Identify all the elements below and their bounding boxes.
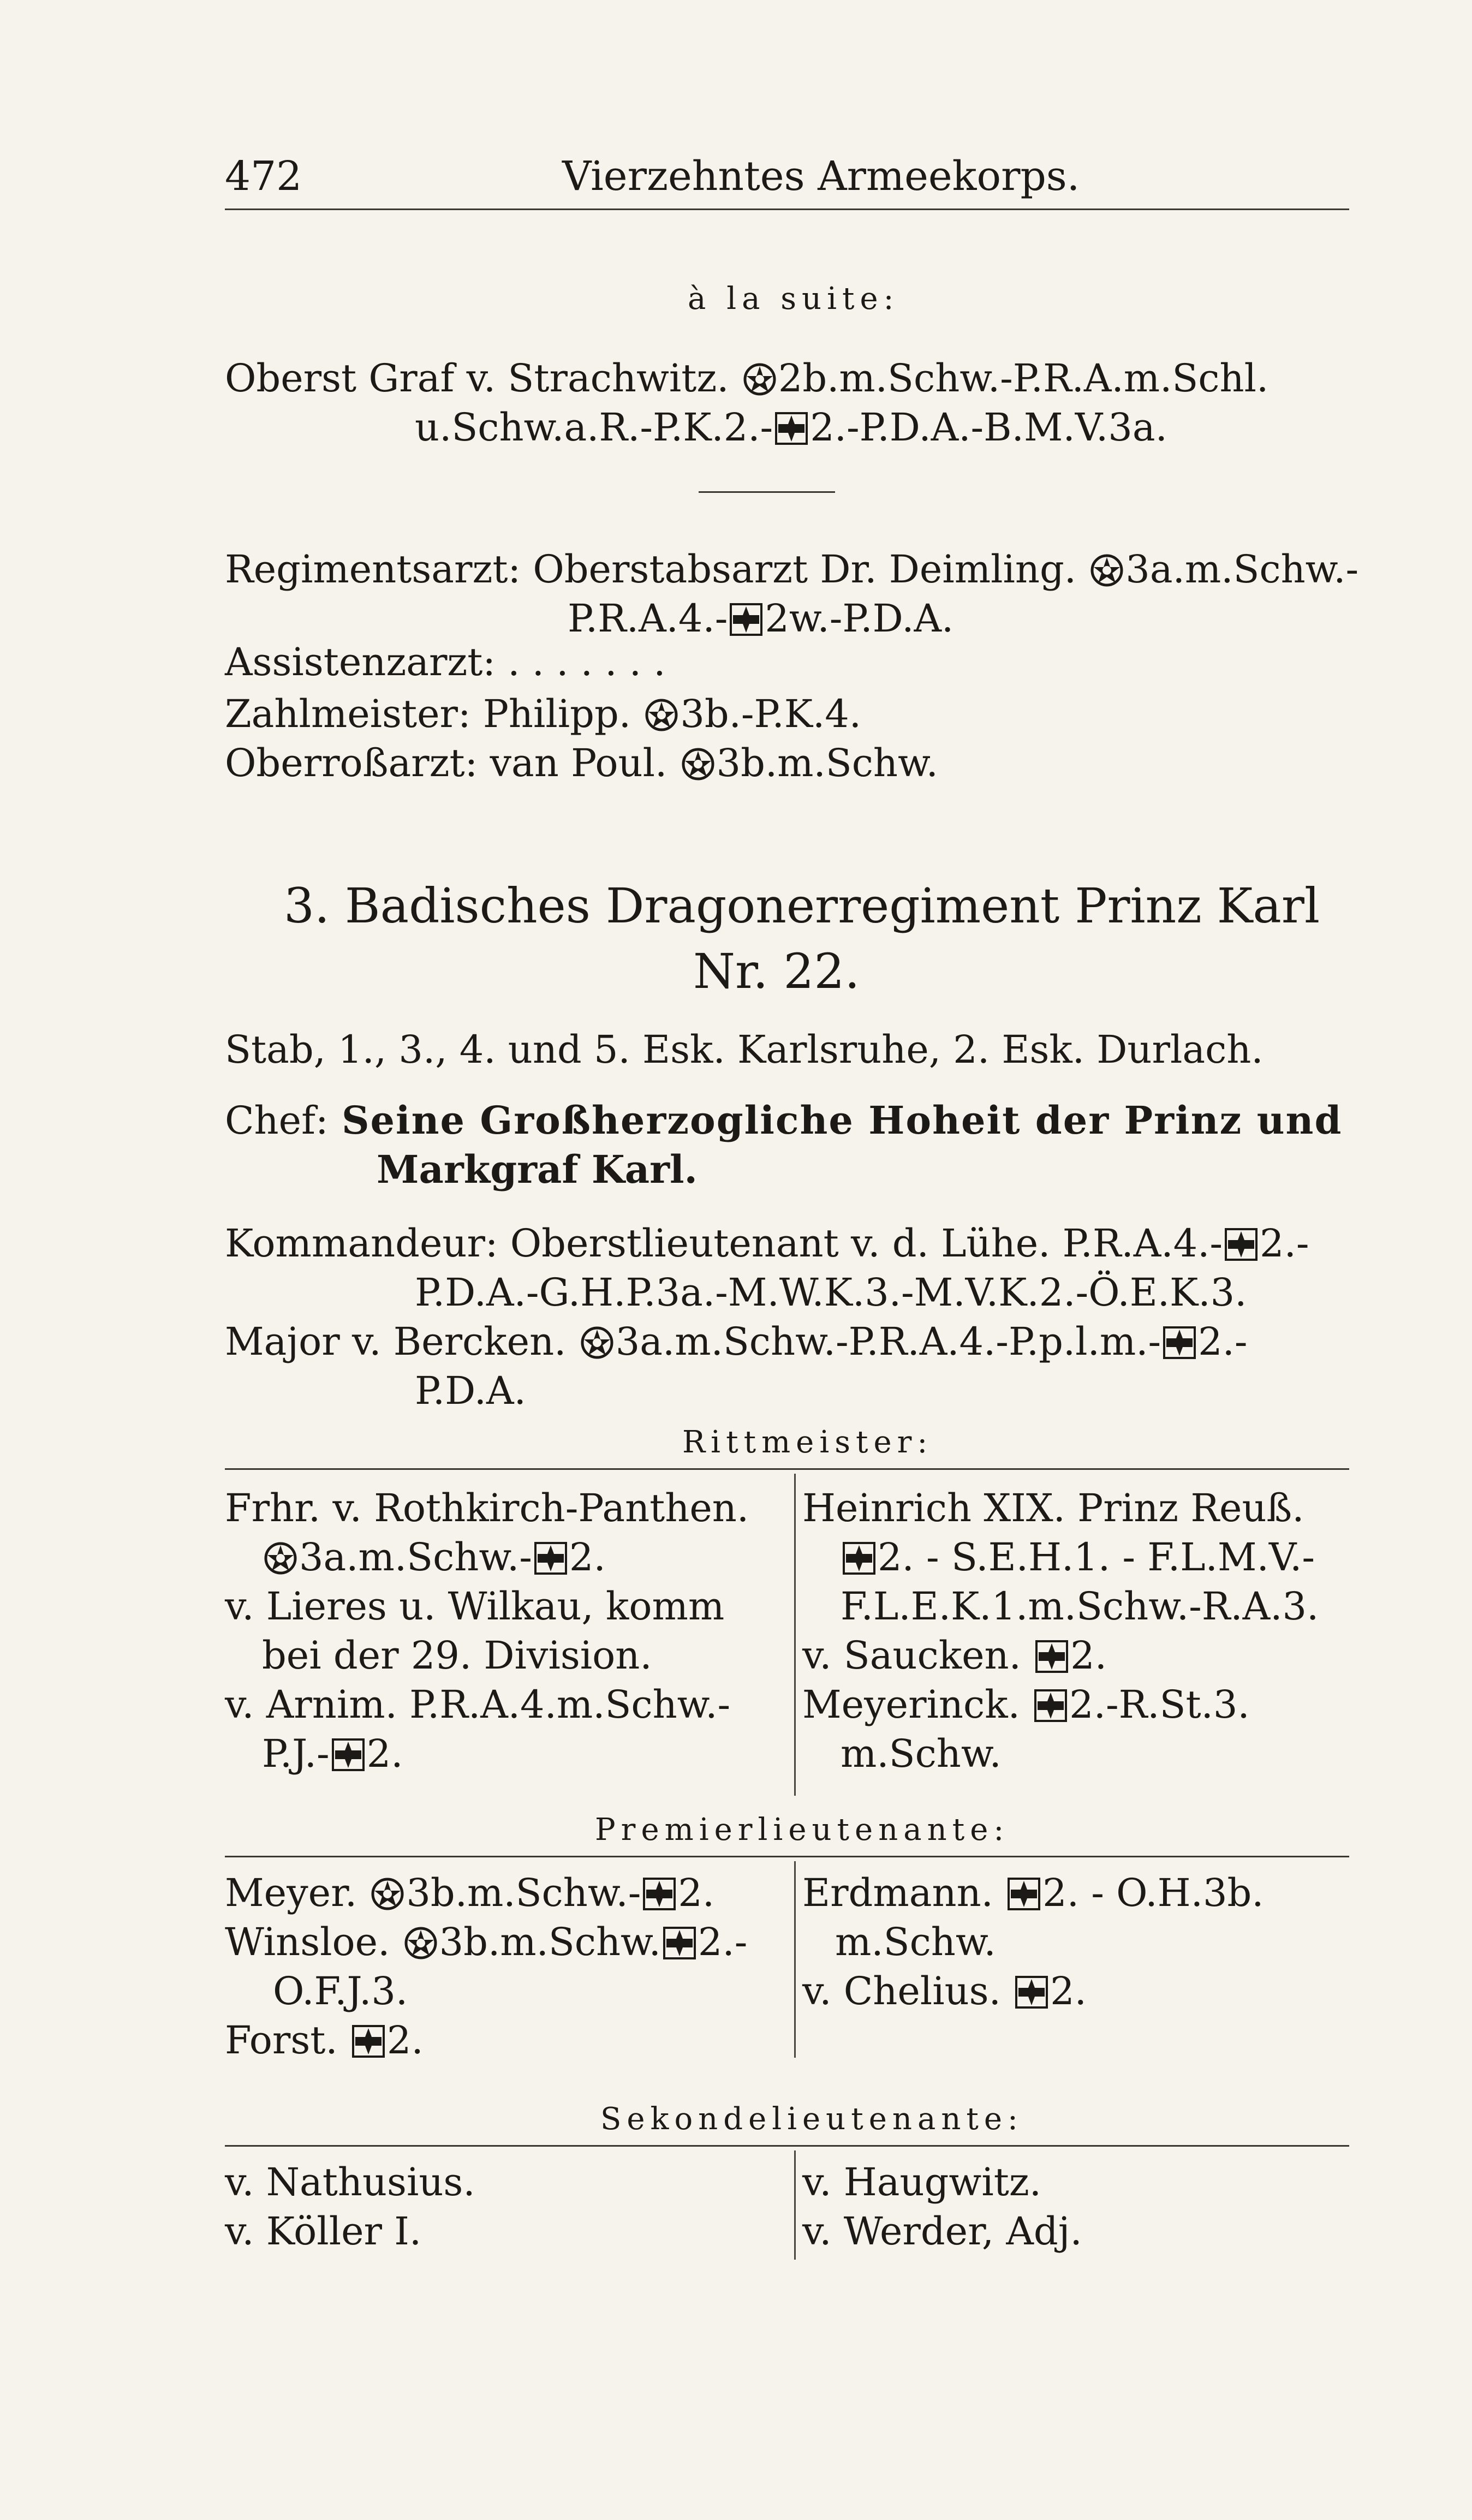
premier-right-3-decor: 2.	[1050, 1969, 1087, 2013]
rittmeister-heading: Rittmeister:	[682, 1425, 933, 1460]
rittmeister-right-2	[841, 1534, 1315, 1581]
oberrossarzt-line	[225, 740, 938, 787]
regimentsarzt-line	[225, 546, 1358, 593]
assistenzarzt-value: . . . . . . .	[508, 640, 666, 684]
running-title: Vierzehntes Armeekorps.	[562, 153, 1080, 200]
premier-left-2-name: Winsloe.	[225, 1920, 390, 1964]
rittmeister-right-5-name: Meyerinck.	[802, 1682, 1020, 1727]
sekonde-column-divider	[794, 2150, 796, 2260]
rittmeister-right-3: F.L.E.K.1.m.Schw.-R.A.3.	[841, 1584, 1319, 1629]
order-star-icon	[404, 1927, 437, 1959]
zahlmeister-decor: 3b.-P.K.4.	[680, 692, 862, 736]
rittmeister-right-6: m.Schw.	[841, 1731, 1002, 1776]
rittmeister-left-2-decor-a: 3a.m.Schw.-	[299, 1535, 532, 1580]
major-name: Major v. Bercken.	[225, 1319, 567, 1364]
premier-rule	[225, 1856, 1349, 1857]
rittmeister-rule	[225, 1468, 1349, 1470]
premier-right-1-name: Erdmann.	[802, 1870, 993, 1915]
zahlmeister-name: Philipp.	[482, 692, 631, 736]
sekonde-left-2: v. Köller I.	[225, 2209, 422, 2254]
regimentsarzt-line-2	[568, 595, 953, 642]
suite-decor-a: u.Schw.a.R.-P.K.2.-	[415, 405, 773, 450]
header-rule	[225, 208, 1349, 210]
garrison-line: Stab, 1., 3., 4. und 5. Esk. Karlsruhe, 2. Esk. Durlach.	[225, 1027, 1264, 1072]
kommandeur-line	[225, 1220, 1309, 1267]
rittmeister-left-4: bei der 29. Division.	[262, 1633, 652, 1678]
premier-left-1	[225, 1869, 714, 1916]
premier-left-2-decor-b: 2.-	[698, 1920, 748, 1964]
sekonde-rule	[225, 2145, 1349, 2147]
sekonde-left-1: v. Nathusius.	[225, 2160, 475, 2205]
kommandeur-decor-b: 2.-	[1260, 1221, 1309, 1266]
premier-left-1-decor-b: 2.	[678, 1870, 715, 1915]
rittmeister-right-2-decor: 2. - S.E.H.1. - F.L.M.V.-	[878, 1535, 1315, 1580]
iron-cross-icon	[730, 603, 762, 636]
suite-decor: 2b.m.Schw.-P.R.A.m.Schl.	[778, 356, 1269, 401]
oberrossarzt-name: van Poul.	[490, 741, 668, 785]
regimentsarzt-decor2a: P.R.A.4.-	[568, 596, 728, 641]
major-decor-a: 3a.m.Schw.-P.R.A.4.-P.p.l.m.-	[615, 1319, 1161, 1364]
suite-name: Oberst Graf v. Strachwitz.	[225, 356, 729, 401]
premier-left-4-decor: 2.	[386, 2018, 424, 2063]
premier-right-1	[802, 1869, 1264, 1916]
iron-cross-icon	[1225, 1228, 1258, 1261]
premier-left-2-decor-a: 3b.m.Schw.	[439, 1920, 661, 1964]
chef-line	[225, 1097, 1342, 1144]
premier-right-2: m.Schw.	[835, 1920, 996, 1964]
order-star-icon	[1090, 554, 1123, 587]
major-decor-2: P.D.A.	[415, 1368, 526, 1413]
rittmeister-left-5: v. Arnim. P.R.A.4.m.Schw.-	[225, 1682, 731, 1727]
suite-heading: à la suite:	[688, 281, 899, 317]
regimentsarzt-decor2b: 2w.-P.D.A.	[765, 596, 954, 641]
rittmeister-left-3: v. Lieres u. Wilkau, komm	[225, 1584, 725, 1629]
iron-cross-icon	[332, 1738, 365, 1771]
premier-right-1-decor: 2. - O.H.3b.	[1042, 1870, 1264, 1915]
premier-right-3	[802, 1968, 1087, 2015]
premier-left-1-name: Meyer.	[225, 1870, 357, 1915]
iron-cross-icon	[1008, 1878, 1040, 1910]
zahlmeister-label: Zahlmeister:	[225, 692, 471, 736]
premier-column-divider	[794, 1861, 796, 2058]
regiment-number: Nr. 22.	[693, 943, 860, 999]
premier-left-4-name: Forst.	[225, 2018, 338, 2063]
rittmeister-right-5-decor: 2.-R.St.3.	[1069, 1682, 1250, 1727]
iron-cross-icon	[643, 1878, 676, 1910]
rittmeister-left-2	[262, 1534, 606, 1581]
major-decor-b: 2.-	[1198, 1319, 1248, 1364]
sekonde-heading: Sekondelieutenante:	[600, 2101, 1023, 2137]
order-star-icon	[645, 699, 678, 731]
assistenzarzt-label: Assistenzarzt:	[225, 640, 496, 684]
premier-heading: Premierlieutenante:	[595, 1812, 1010, 1848]
iron-cross-icon	[1015, 1976, 1048, 2009]
iron-cross-icon	[1163, 1326, 1196, 1359]
iron-cross-icon	[663, 1927, 696, 1959]
page-number: 472	[225, 153, 302, 200]
premier-left-3: O.F.J.3.	[273, 1969, 408, 2013]
premier-left-1-decor-a: 3b.m.Schw.-	[406, 1870, 641, 1915]
order-star-icon	[371, 1878, 404, 1910]
iron-cross-icon	[843, 1542, 875, 1575]
order-star-icon	[264, 1542, 297, 1575]
oberrossarzt-decor: 3b.m.Schw.	[716, 741, 938, 785]
rittmeister-right-4-name: v. Saucken.	[802, 1633, 1021, 1678]
rittmeister-left-1: Frhr. v. Rothkirch-Panthen.	[225, 1486, 749, 1530]
assistenzarzt-line	[225, 639, 666, 686]
rittmeister-right-4	[802, 1632, 1107, 1679]
rittmeister-right-4-decor: 2.	[1070, 1633, 1107, 1678]
divider-short	[699, 491, 835, 493]
regimentsarzt-name: Oberstabsarzt Dr. Deimling.	[533, 547, 1077, 592]
rittmeister-left-6-decor-b: 2.	[366, 1731, 403, 1776]
kommandeur-decor-2: P.D.A.-G.H.P.3a.-M.W.K.3.-M.V.K.2.-Ö.E.K.3.	[415, 1270, 1247, 1315]
rittmeister-right-1: Heinrich XIX. Prinz Reuß.	[802, 1486, 1304, 1530]
iron-cross-icon	[534, 1542, 567, 1575]
order-star-icon	[581, 1326, 613, 1359]
premier-left-2	[225, 1919, 747, 1965]
iron-cross-icon	[1034, 1689, 1067, 1722]
regimentsarzt-decor: 3a.m.Schw.-	[1125, 547, 1359, 592]
premier-right-3-name: v. Chelius.	[802, 1969, 1001, 2013]
iron-cross-icon	[775, 412, 808, 445]
chef-text-1: Seine Großherzogliche Hoheit der Prinz und	[341, 1098, 1343, 1143]
order-star-icon	[743, 363, 776, 396]
rittmeister-left-2-decor-b: 2.	[569, 1535, 606, 1580]
rittmeister-left-6-decor-a: P.J.-	[262, 1731, 330, 1776]
suite-decor-b: 2.-P.D.A.-B.M.V.3a.	[810, 405, 1167, 450]
kommandeur-label: Kommandeur:	[225, 1221, 498, 1266]
suite-line-1	[225, 355, 1268, 402]
zahlmeister-line	[225, 690, 861, 737]
regimentsarzt-label: Regimentsarzt:	[225, 547, 521, 592]
oberrossarzt-label: Oberroßarzt:	[225, 741, 478, 785]
regiment-title: 3. Badisches Dragonerregiment Prinz Karl	[284, 878, 1320, 934]
rittmeister-column-divider	[794, 1474, 796, 1796]
chef-label: Chef:	[225, 1098, 329, 1143]
iron-cross-icon	[1035, 1640, 1068, 1673]
chef-text-2: Markgraf Karl.	[377, 1147, 698, 1192]
major-line	[225, 1318, 1248, 1365]
premier-left-4	[225, 2017, 424, 2064]
kommandeur-name: Oberstlieutenant v. d. Lühe.	[510, 1221, 1051, 1266]
order-star-icon	[682, 748, 714, 781]
rittmeister-right-5	[802, 1681, 1250, 1728]
iron-cross-icon	[352, 2025, 385, 2058]
kommandeur-decor-a: P.R.A.4.-	[1062, 1221, 1223, 1266]
suite-line-2	[415, 404, 1167, 451]
rittmeister-left-6	[262, 1730, 403, 1777]
sekonde-right-1: v. Haugwitz.	[802, 2160, 1041, 2205]
sekonde-right-2: v. Werder, Adj.	[802, 2209, 1082, 2254]
